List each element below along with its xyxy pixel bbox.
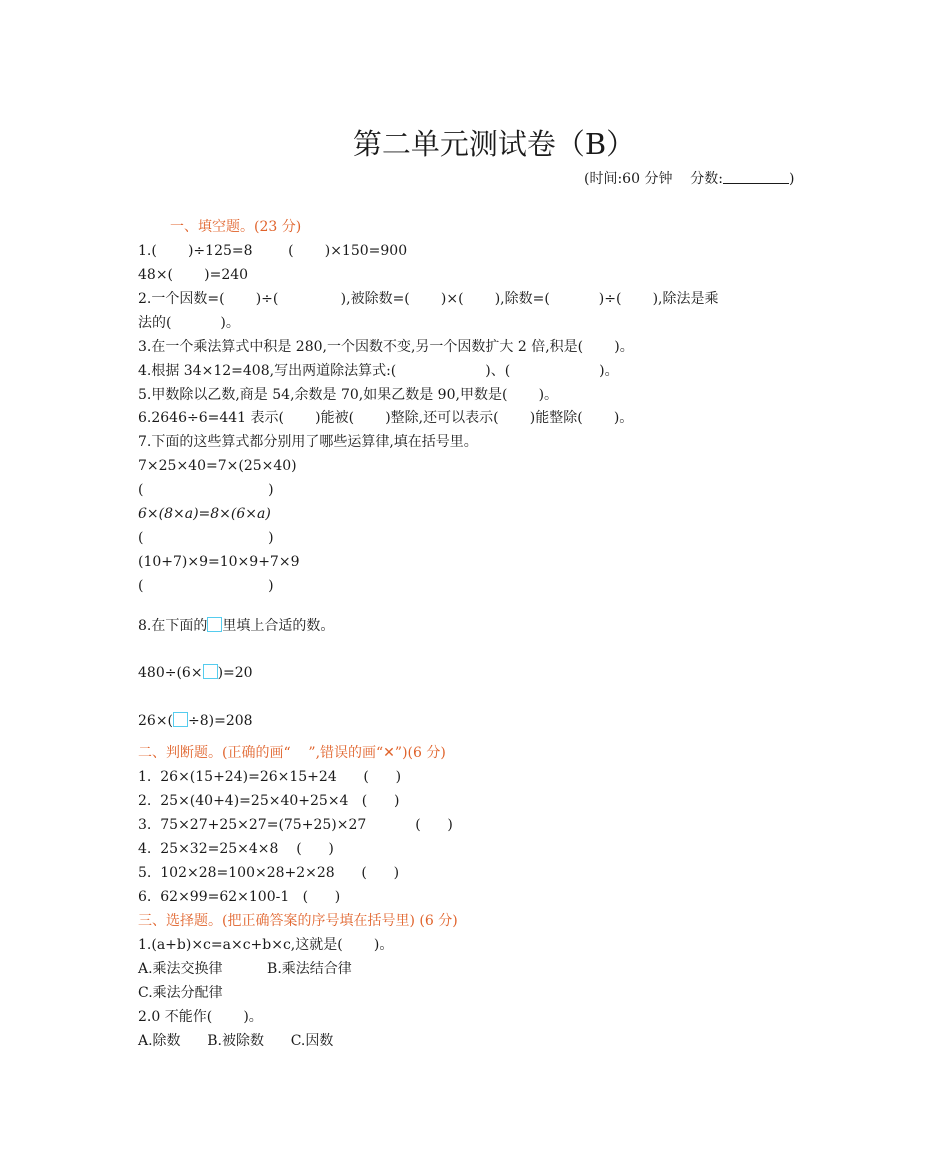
choice-q2: 2.0 不能作( )。 [138,1009,263,1025]
fill-q1a: 1.( )÷125=8 ( )×150=900 [138,243,408,259]
judge-q6: 6. 62×99=62×100-1 ( ) [138,889,341,905]
fill-q1b: 48×( )=240 [138,267,249,283]
answer-box-b[interactable] [173,712,188,727]
section-choice-heading: 三、选择题。(把正确答案的序号填在括号里) (6 分) [138,913,458,929]
fill-q8-expr-a [138,664,253,682]
judge-q5: 5. 102×28=100×28+2×28 ( ) [138,865,400,881]
judge-q1: 1. 26×(15+24)=26×15+24 ( ) [138,769,402,785]
choice-q1-options-ab: A.乘法交换律 B.乘法结合律 [138,961,352,977]
section-fill-heading: 一、填空题。(23 分) [170,219,302,235]
fill-q8-expr-b [138,712,253,730]
page-title: 第二单元测试卷（B） [352,127,636,161]
exam-meta [584,170,794,188]
answer-box-a[interactable] [203,664,218,679]
judge-q2: 2. 25×(40+4)=25×40+25×4 ( ) [138,793,400,809]
fill-q8-post: 里填上合适的数。 [222,618,335,634]
fill-q8a-pre: 480÷(6× [138,665,203,681]
fill-q8-pre: 8.在下面的 [138,618,208,634]
fill-q7-paren1: ( ) [138,482,274,498]
fill-q2a: 2.一个因数=( )÷( ),被除数=( )×( ),除数=( )÷( ),除法是乘 [138,291,719,307]
section-judge-heading: 二、判断题。(正确的画“ ”,错误的画“✕”)(6 分) [138,745,446,761]
fill-q6: 6.2646÷6=441 表示( )能被( )整除,还可以表示( )能整除( )。 [138,410,634,426]
choice-q2-options: A.除数 B.被除数 C.因数 [138,1033,334,1049]
score-blank [723,170,789,184]
fill-q7: 7.下面的这些算式都分别用了哪些运算律,填在括号里。 [138,434,478,450]
time-score-label: (时间:60 分钟 分数: [584,171,723,187]
fill-q7-expr2: 6×(8×a)=8×(6×a) [138,506,271,522]
fill-q3: 3.在一个乘法算式中积是 280,一个因数不变,另一个因数扩大 2 倍,积是( )。 [138,339,634,355]
fill-q7-paren2: ( ) [138,530,274,546]
fill-q8a-post: )=20 [217,665,253,681]
fill-q8 [138,617,334,635]
fill-q7-paren3: ( ) [138,578,274,594]
choice-q1: 1.(a+b)×c=a×c+b×c,这就是( )。 [138,937,394,953]
choice-q1-option-c: C.乘法分配律 [138,985,223,1001]
fill-q7-expr1: 7×25×40=7×(25×40) [138,458,297,474]
fill-q8b-post: ÷8)=208 [188,713,253,729]
judge-q3: 3. 75×27+25×27=(75+25)×27 ( ) [138,817,453,833]
fill-q4: 4.根据 34×12=408,写出两道除法算式:( )、( )。 [138,363,619,379]
fill-q5: 5.甲数除以乙数,商是 54,余数是 70,如果乙数是 90,甲数是( )。 [138,387,559,403]
meta-close: ) [788,171,795,187]
answer-box-icon [207,617,222,632]
fill-q8b-pre: 26×( [138,713,174,729]
fill-q2b: 法的( )。 [138,315,240,331]
fill-q7-expr3: (10+7)×9=10×9+7×9 [138,554,300,570]
judge-q4: 4. 25×32=25×4×8 ( ) [138,841,334,857]
